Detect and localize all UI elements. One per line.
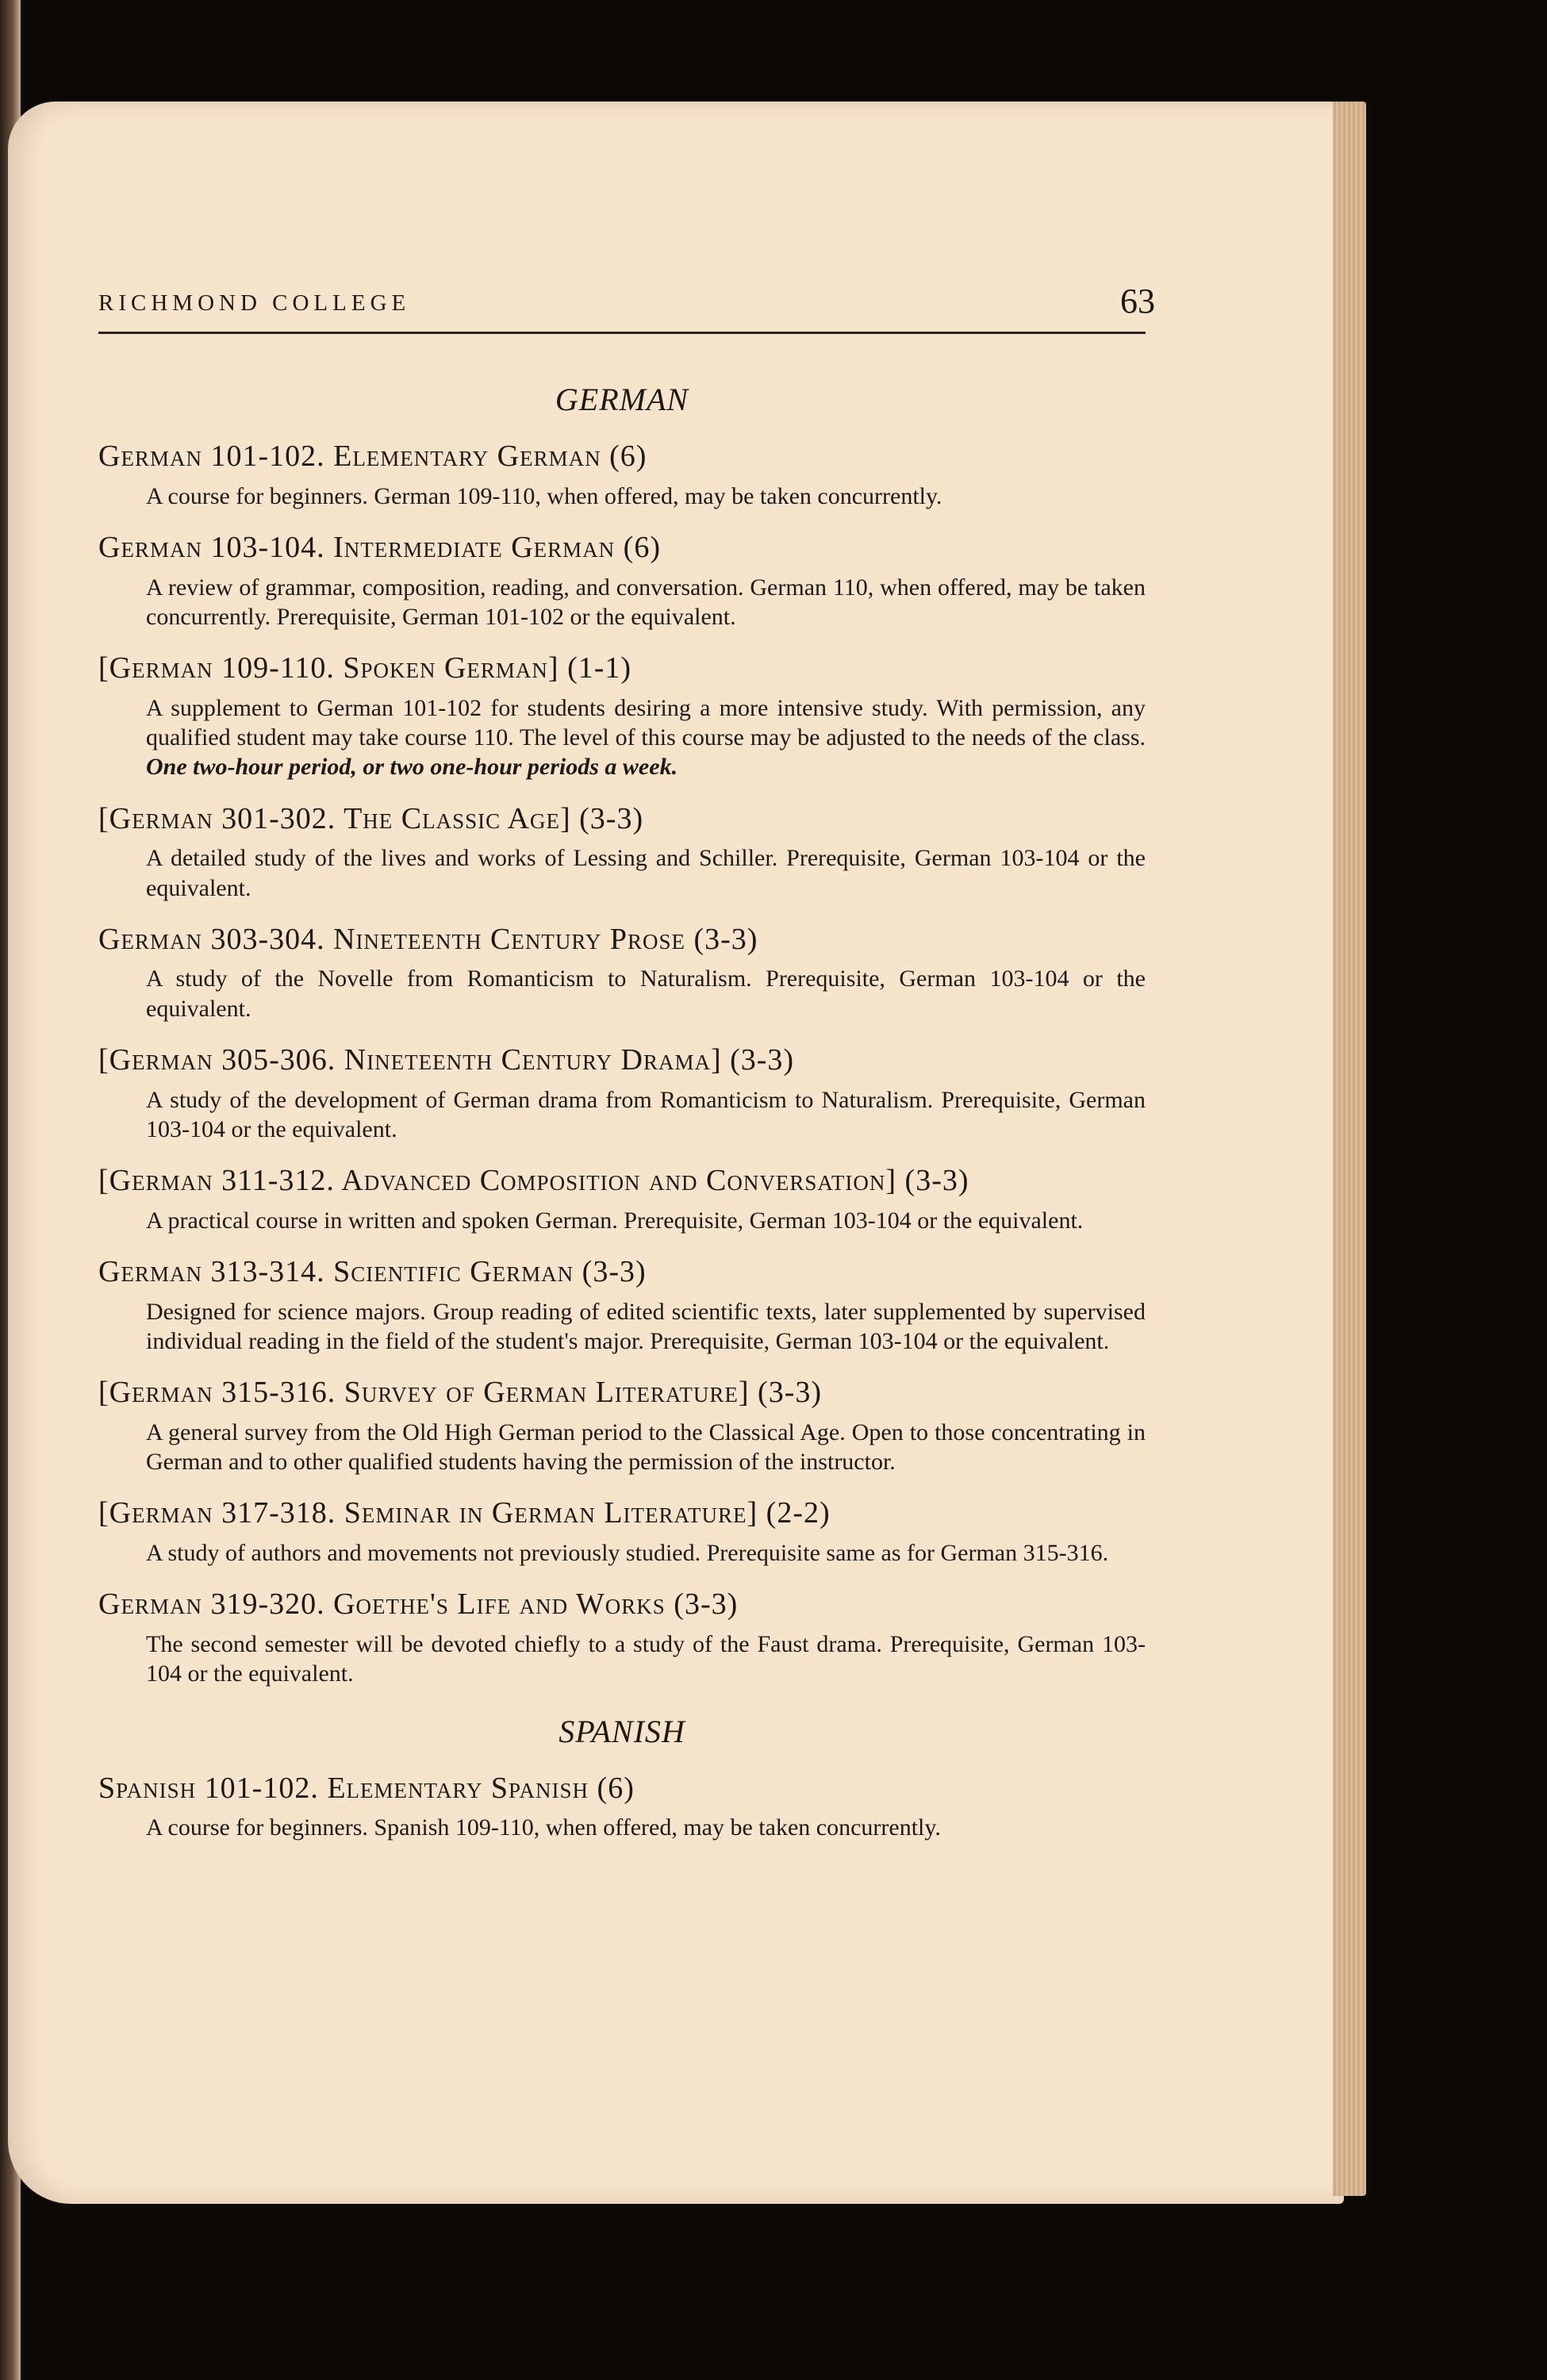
course-entry: [98, 532, 1146, 631]
course-title: German 319-320. Goethe's Life and Works (3-3): [98, 1587, 739, 1622]
course-entry: [98, 1772, 1146, 1843]
course-entry: [98, 803, 1146, 903]
course-title: German 313-314. Scientific German (3-3): [98, 1255, 647, 1289]
course-description: A general survey from the Old High German period to the Classical Age. Open to those concentrating in German and to other qualified students having the permission of the instructor.: [146, 1418, 1146, 1476]
course-description: A practical course in written and spoken German. Prerequisite, German 103-104 or the equivalent.: [146, 1207, 1084, 1234]
course-entry: [98, 652, 1146, 781]
course-entry: [98, 1376, 1146, 1476]
course-title: German 103-104. Intermediate German (6): [98, 530, 661, 564]
section-title-german: GERMAN: [555, 382, 689, 417]
course-description: [146, 693, 1146, 782]
course-title: Spanish 101-102. Elementary Spanish (6): [98, 1771, 635, 1805]
course-title: German 303-304. Nineteenth Century Prose (3-3): [98, 922, 758, 956]
course-description-text: A supplement to German 101-102 for students desiring a more intensive study. With permission, any qualified student may take course 110. The level of this course may be adjusted to the needs of the class.: [146, 694, 1146, 751]
course-entry: [98, 923, 1146, 1023]
course-description: A review of grammar, composition, reading, and conversation. German 110, when offered, may be taken concurrently. Prerequisite, German 101-102 or the equivalent.: [146, 574, 1146, 630]
page-content: [98, 381, 1146, 1864]
course-entry: [98, 1256, 1146, 1356]
page-stack-edge: [1333, 102, 1366, 2196]
course-description: A course for beginners. German 109-110, when offered, may be taken concurrently.: [146, 482, 942, 509]
course-description: A detailed study of the lives and works of Lessing and Schiller. Prerequisite, German 103-104 or the equivalent.: [146, 845, 1146, 901]
course-title: [German 305-306. Nineteenth Century Drama] (3-3): [98, 1042, 795, 1077]
course-description: A course for beginners. Spanish 109-110, when offered, may be taken concurrently.: [146, 1814, 941, 1841]
course-title: [German 315-316. Survey of German Literature] (3-3): [98, 1376, 823, 1410]
course-title: German 101-102. Elementary German (6): [98, 440, 647, 473]
course-entry: [98, 1588, 1146, 1688]
course-description: A study of authors and movements not previously studied. Prerequisite same as for German 315-316.: [146, 1540, 1109, 1567]
running-head: RICHMOND COLLEGE: [98, 290, 411, 316]
course-title: [German 109-110. Spoken German] (1-1): [98, 651, 632, 685]
page-number: 63: [1120, 282, 1155, 321]
course-entry: [98, 1497, 1146, 1568]
section-title-spanish: SPANISH: [559, 1713, 685, 1749]
course-entry: [98, 1165, 1146, 1235]
course-description: A study of the Novelle from Romanticism to Naturalism. Prerequisite, German 103-104 or the equivalent.: [146, 965, 1146, 1022]
header-rule: [98, 332, 1146, 334]
course-entry: [98, 1044, 1146, 1144]
course-title: [German 317-318. Seminar in German Literature] (2-2): [98, 1496, 831, 1530]
course-description: Designed for science majors. Group reading of edited scientific texts, later supplemented by supervised individual reading in the field of the student's major. Prerequisite, German 103-104 or the equivalent.: [146, 1298, 1146, 1354]
course-description: The second semester will be devoted chiefly to a study of the Faust drama. Prerequisite, German 103-104 or the equivalent.: [146, 1631, 1146, 1687]
course-entry: [98, 440, 1146, 511]
course-description-emphasis: One two-hour period, or two one-hour periods a week.: [146, 754, 678, 781]
course-title: [German 311-312. Advanced Composition and Conversation] (3-3): [98, 1164, 969, 1198]
course-title: [German 301-302. The Classic Age] (3-3): [98, 801, 644, 835]
course-description: A study of the development of German drama from Romanticism to Naturalism. Prerequisite, German 103-104 or the equivalent.: [146, 1086, 1146, 1142]
